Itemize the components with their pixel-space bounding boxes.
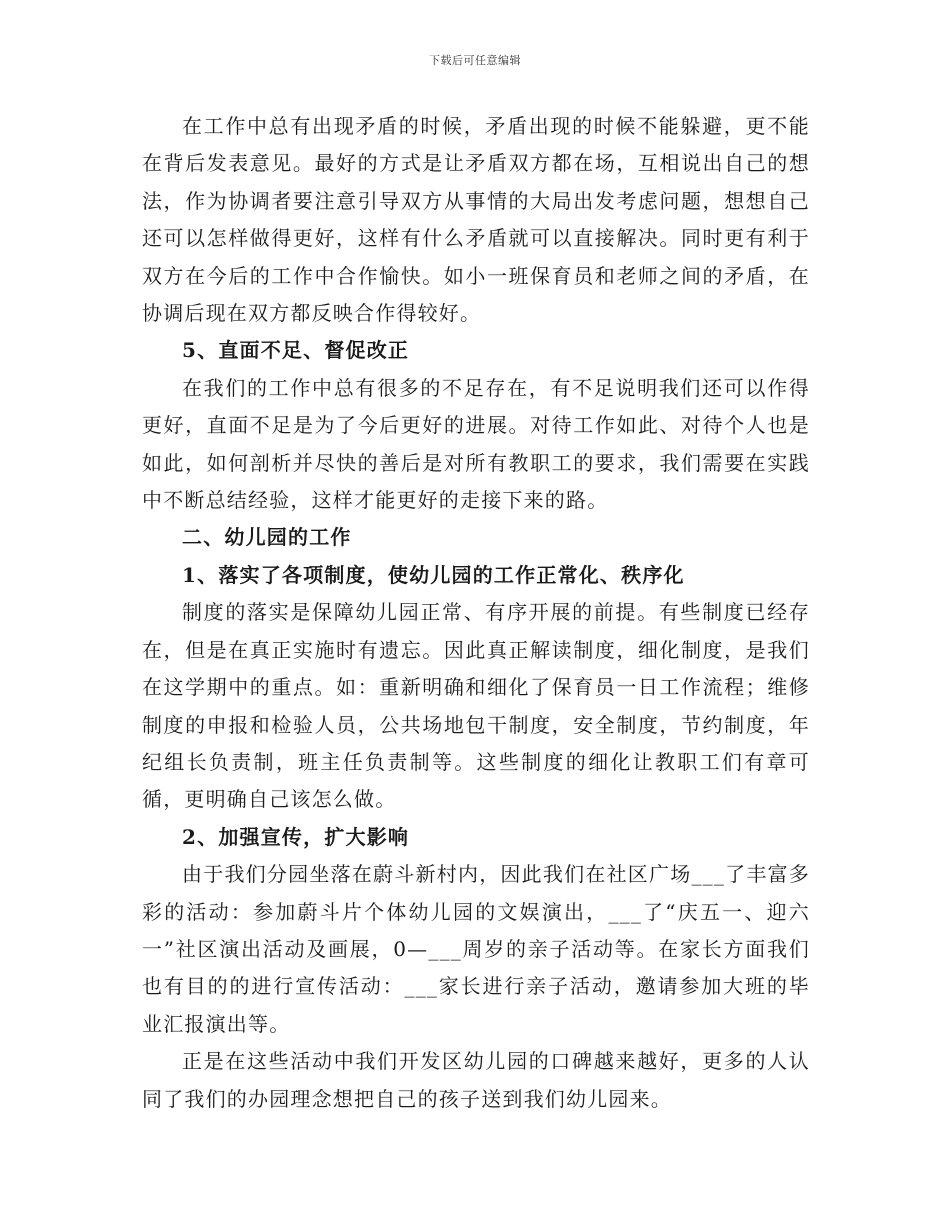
document-body bbox=[142, 108, 810, 1118]
paragraph-systems: 制度的落实是保障幼儿园正常、有序开展的前提。有些制度已经存在，但是在真正实施时有遗忘。因此真正解读制度，细化制度，是我们在这学期中的重点。如：重新明确和细化了保育员一日工作流程；维修制度的申报和检验人员，公共场地包干制度，安全制度，节约制度，年纪组长负责制，班主任负责制等。这些制度的细化让教职工们有章可循，更明确自己该怎么做。 bbox=[142, 600, 810, 812]
heading-face-shortcomings: 5、直面不足、督促改正 bbox=[182, 338, 410, 363]
heading-publicity: 2、加强宣传，扩大影响 bbox=[182, 824, 410, 849]
paragraph-conflict-resolution: 在工作中总有出现矛盾的时候，矛盾出现的时候不能躲避，更不能在背后发表意见。最好的方式是让矛盾双方都在场，互相说出自己的想法，作为协调者要注意引导双方从事情的大局出发考虑问题，想想自己还可以怎样做得更好，这样有什么矛盾就可以直接解决。同时更有利于双方在今后的工作中合作愉快。如小一班保育员和老师之间的矛盾，在协调后现在双方都反映合作得较好。 bbox=[142, 114, 810, 326]
page-header: 下载后可任意编辑 bbox=[429, 54, 521, 67]
heading-implement-systems: 1、落实了各项制度，使幼儿园的工作正常化、秩序化 bbox=[182, 562, 685, 587]
paragraph-reputation: 正是在这些活动中我们开发区幼儿园的口碑越来越好，更多的人认同了我们的办园理念想把自己的孩子送到我们幼儿园来。 bbox=[142, 1049, 810, 1111]
paragraph-activities: 由于我们分园坐落在蔚斗新村内，因此我们在社区广场___了丰富多彩的活动：参加蔚斗片个体幼儿园的文娱演出，___了“庆五一、迎六一”社区演出活动及画展，0—___周岁的亲子活动等。在家长方面我们也有目的的进行宣传活动：___家长进行亲子活动，邀请参加大班的毕业汇报演出等。 bbox=[142, 862, 810, 1036]
heading-kindergarten-work: 二、幼儿园的工作 bbox=[182, 525, 352, 550]
paragraph-shortcomings: 在我们的工作中总有很多的不足存在，有不足说明我们还可以作得更好，直面不足是为了今后更好的进展。对待工作如此、对待个人也是如此，如何剖析并尽快的善后是对所有教职工的要求，我们需要在实践中不断总结经验，这样才能更好的走接下来的路。 bbox=[142, 375, 810, 513]
